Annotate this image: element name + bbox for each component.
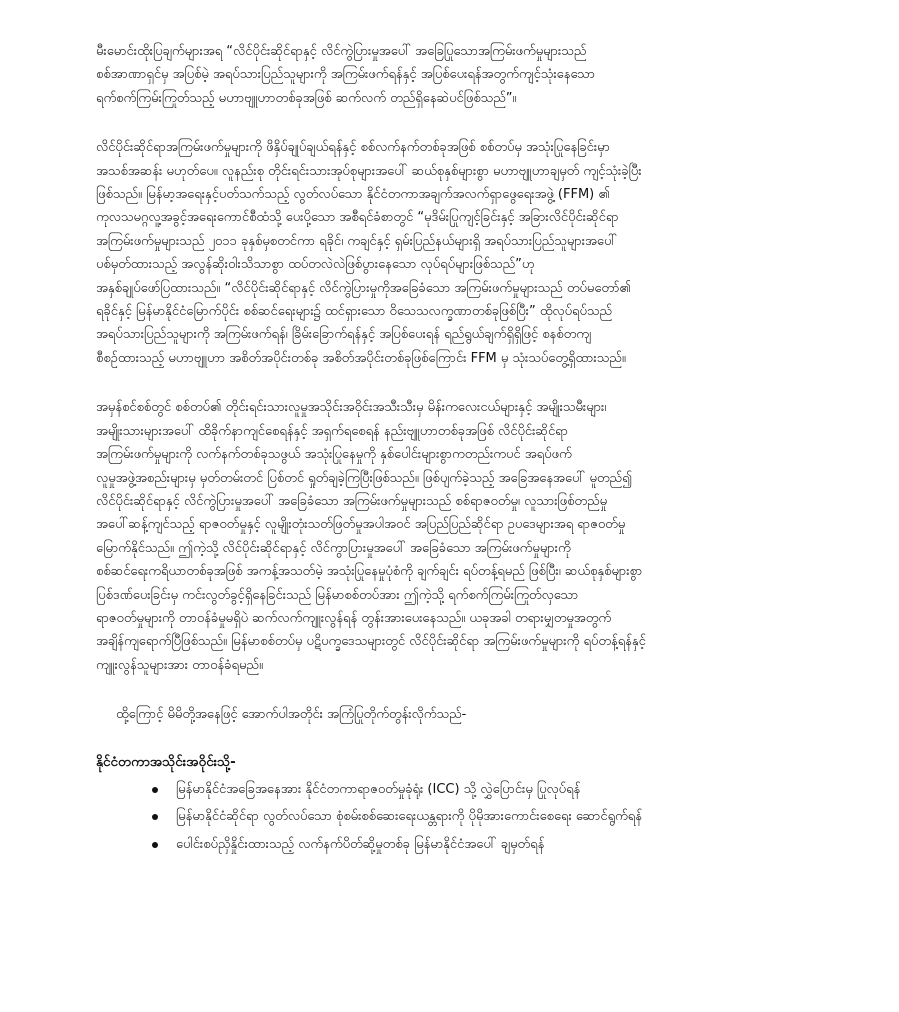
paragraph-line: လူမှုအဖွဲ့အစည်းများမှ မှတ်တမ်းတင် ပြစ်တင် ရှုတ်ချခဲ့ကြပြီးဖြစ်သည်။ ဖြစ်ပျက်ခဲ့သည့် အခြေအနေအပေါ် မူတည်၍ bbox=[96, 470, 632, 486]
list-item bbox=[152, 831, 803, 859]
paragraph-line: အချိန်ကျရောက်ပြီဖြစ်သည်။ မြန်မာစစ်တပ်မှ ပဋိပက္ခဒေသများတွင် လိင်ပိုင်းဆိုင်ရာ အကြမ်းဖက်မှုများကို ရပ်တန့်ရန်နှင့် bbox=[96, 634, 646, 650]
section-heading: နိုင်ငံတကာအသိုင်းအဝိုင်းသို့- bbox=[96, 753, 236, 770]
recommendation-intro: ထို့ကြောင့် မိမိတို့အနေဖြင့် အောက်ပါအတိုင်း အကြံပြုတိုက်တွန်းလိုက်သည်- bbox=[116, 707, 467, 723]
paragraph-line: ပစ်မှတ်ထားသည့် အလွန်ဆိုးဝါးသိသာစွာ ထပ်တလဲလဲဖြစ်ပွားနေသော လုပ်ရပ်များဖြစ်သည်”ဟု bbox=[96, 257, 535, 273]
paragraph-line: စစ်ဆင်ရေးကရိယာတစ်ခုအဖြစ် အကန့်အသတ်မဲ့ အသုံးပြုနေမှုပုံစံကို ချက်ချင်း ရပ်တန့်ရမည် ဖြစ်ပြီး၊ ဆယ်စုနှစ်များစွာ bbox=[96, 564, 643, 580]
paragraph-line: ပြစ်ဒဏ်ပေးခြင်းမှ ကင်းလွတ်ခွင့်ရှိနေခြင်းသည် မြန်မာစစ်တပ်အား ဤကဲ့သို့ ရက်စက်ကြမ်းကြုတ်လှသော bbox=[96, 587, 579, 603]
list-item bbox=[152, 803, 803, 831]
paragraph-line: လိင်ပိုင်းဆိုင်ရာနှင့် လိင်ကွဲပြားမှုအပေါ် အခြေခံသော အကြမ်းဖက်မှုများသည် စစ်ရာဇဝတ်မှု၊ လူသားဖြစ်တည်မှု bbox=[96, 493, 608, 509]
bullet-icon bbox=[152, 814, 158, 820]
paragraph bbox=[96, 136, 803, 370]
paragraph-line: အမျိုးသားများအပေါ် ထိခိုက်နာကျင်စေရန်နှင့် အရှက်ရစေရန် နည်းဗျူဟာတစ်ခုအဖြစ် လိင်ပိုင်းဆိုင်ရာ bbox=[96, 423, 568, 439]
bullet-icon bbox=[152, 787, 158, 793]
paragraph-line: မီးမောင်းထိုးပြချက်များအရ “လိင်ပိုင်းဆိုင်ရာနှင့် လိင်ကွဲပြားမှုအပေါ် အခြေပြုသောအကြမ်းဖက်မှုများသည် bbox=[96, 44, 587, 59]
body-text bbox=[96, 40, 803, 677]
recommendation-list bbox=[96, 776, 803, 859]
list-item-text: မြန်မာနိုင်ငံဆိုင်ရာ လွတ်လပ်သော စုံစမ်းစစ်ဆေးရေးယန္တရားကို ပိုမိုအားကောင်းစေရေး ဆောင်ရွက်ရန် bbox=[176, 809, 642, 825]
list-item bbox=[152, 776, 803, 804]
paragraph-line: မြောက်နိုင်သည်။ ဤကဲ့သို့ လိင်ပိုင်းဆိုင်ရာနှင့် လိင်ကွာပြားမှုအပေါ် အခြေခံသော အကြမ်းဖက်မှုများကို bbox=[96, 540, 571, 556]
paragraph-line: အရပ်သားပြည်သူများကို အကြမ်းဖက်ရန်၊ ခြိမ်းခြောက်ရန်နှင့် အပြစ်ပေးရန် ရည်ရွယ်ချက်ရှိရှိဖြင့် စနစ်တကျ bbox=[96, 327, 592, 343]
list-item-text: ပေါင်းစပ်ညှိနှိုင်းထားသည့် လက်နက်ပိတ်ဆို့မှုတစ်ခု မြန်မာနိုင်ငံအပေါ် ချမှတ်ရန် bbox=[176, 836, 545, 852]
paragraph-line: အကြမ်းဖက်မှုများသည် ၂၀၁၁ ခုနှစ်မှစတင်ကာ ရခိုင်၊ ကချင်နှင့် ရှမ်းပြည်နယ်များရှိ အရပ်သားပြည်သူများအပေါ် bbox=[96, 233, 618, 249]
paragraph-line: လိင်ပိုင်းဆိုင်ရာအကြမ်းဖက်မှုများကို ဖိနှိပ်ချုပ်ချယ်ရန်နှင့် စစ်လက်နက်တစ်ခုအဖြစ် စစ်တပ်မှ အသုံးပြုနေခြင်းမှာ bbox=[96, 140, 610, 156]
list-item-text: မြန်မာနိုင်ငံအခြေအနေအား နိုင်ငံတကာရာဇဝတ်မှုခုံရုံး (ICC) သို့ လွှဲပြောင်းမှ ပြုလုပ်ရန် bbox=[176, 781, 581, 797]
paragraph-line: အနှစ်ချုပ်ဖော်ပြထားသည်။ “လိင်ပိုင်းဆိုင်ရာနှင့် လိင်ကွဲပြားမှုကိုအခြေခံသော အကြမ်းဖက်မှုများသည် တပ်မတော်၏ bbox=[96, 280, 631, 296]
paragraph-line: အသစ်အဆန်း မဟုတ်ပေ။ လူနည်းစု တိုင်းရင်းသားအုပ်စုများအပေါ် ဆယ်စုနှစ်များစွာ မဟာဗျူဟာချမှတ် ကျင့်သုံးခဲ့ပြီး bbox=[96, 163, 642, 179]
paragraph bbox=[96, 396, 803, 677]
bullet-icon bbox=[152, 842, 158, 848]
paragraph bbox=[96, 40, 803, 110]
paragraph-line: အမှန်စင်စစ်တွင် စစ်တပ်၏ တိုင်းရင်းသားလူမှုအသိုင်းအဝိုင်းအသီးသီးမှ မိန်းကလေးငယ်များနှင့် အမျိုးသမီးများ၊ bbox=[96, 400, 607, 416]
paragraph-line: ရာဇဝတ်မှုများကို တာဝန်ခံမှုမရှိပဲ ဆက်လက်ကျူးလွန်ရန် တွန်းအားပေးနေသည်။ ယခုအခါ တရားမျှတမှုအတွက် bbox=[96, 610, 612, 626]
paragraph-line: ကျူးလွန်သူများအား တာဝန်ခံရမည်။ bbox=[96, 657, 263, 673]
paragraph-line: အပေါ်ဆန့်ကျင်သည့် ရာဇဝတ်မှုနှင့် လူမျိုးတုံးသတ်ဖြတ်မှုအပါအဝင် အပြည်ပြည်ဆိုင်ရာ ဥပဒေများအရ ရာဇဝတ်မှု bbox=[96, 517, 626, 533]
paragraph-line: ရက်စက်ကြမ်းကြုတ်သည့် မဟာဗျူဟာတစ်ခုအဖြစ် ဆက်လက် တည်ရှိနေဆဲပင်ဖြစ်သည်”။ bbox=[96, 90, 517, 106]
paragraph-line: စီစဉ်ထားသည့် မဟာဗျူဟာ အစိတ်အပိုင်းတစ်ခု အစိတ်အပိုင်းတစ်ခုဖြစ်ကြောင်း FFM မှ သုံးသပ်တွေ့ရှိထားသည်။ bbox=[96, 350, 626, 366]
paragraph-line: အကြမ်းဖက်မှုများကို လက်နက်တစ်ခုသဖွယ် အသုံးပြုနေမှုကို နှစ်ပေါင်းများစွာကတည်းကပင် အရပ်ဖက် bbox=[96, 447, 572, 463]
paragraph-line: ကုလသမဂ္ဂလူ့အခွင့်အရေးကောင်စီထံသို့ ပေးပို့သော အစီရင်ခံစာတွင် “မုဒိမ်းပြုကျင့်ခြင်းနှင့် အခြားလိင်ပိုင်းဆိုင်ရာ bbox=[96, 210, 619, 226]
paragraph-line: ဖြစ်သည်။ မြန်မာ့အရေးနှင့်ပတ်သက်သည့် လွတ်လပ်သော နိုင်ငံတကာအချက်အလက်ရှာဖွေရေးအဖွဲ့ (FFM) ၏ bbox=[96, 187, 610, 203]
paragraph-line: စစ်အာဏာရှင်မှ အပြစ်မဲ့ အရပ်သားပြည်သူများကို အကြမ်းဖက်ရန်နှင့် အပြစ်ပေးရန်အတွက်ကျင့်သုံးနေသော bbox=[96, 67, 595, 83]
paragraph-line: ရခိုင်နှင့် မြန်မာနိုင်ငံမြောက်ပိုင်း စစ်ဆင်ရေးများ၌ ထင်ရှားသော ဝိသေသလက္ခဏာတစ်ခုဖြစ်ပြီး” ထိုလုပ်ရပ်သည် bbox=[96, 304, 613, 320]
